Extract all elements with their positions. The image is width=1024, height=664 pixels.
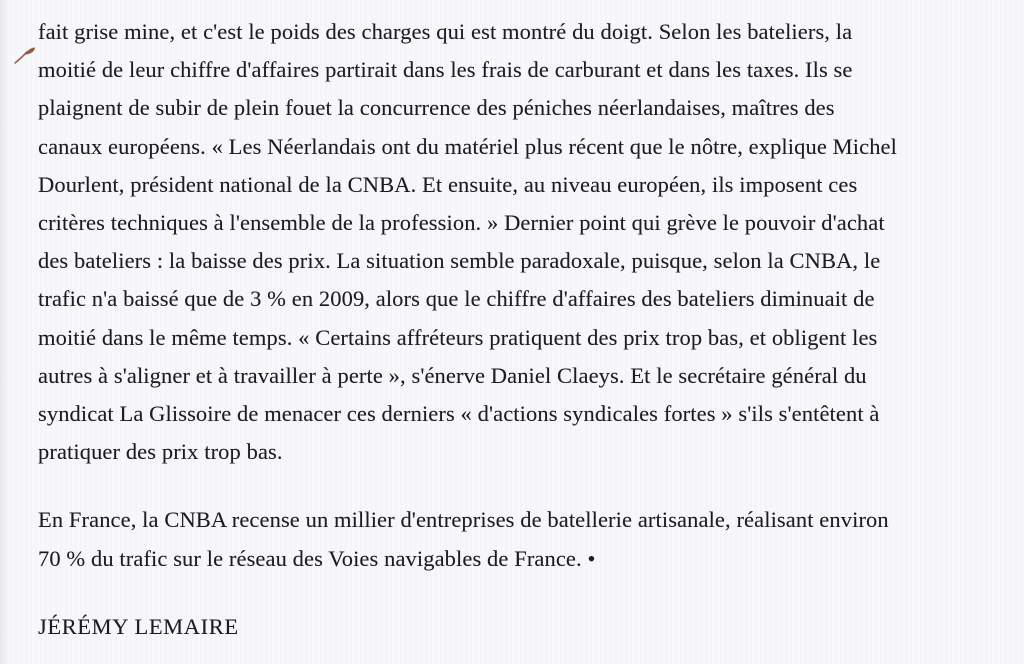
text-line: autres à s'aligner et à travailler à perte », s'énerve Daniel Claeys. Et le secrétaire général du [38,362,867,388]
text-line: moitié de leur chiffre d'affaires partirait dans les frais de carburant et dans les taxes. Ils se [38,57,853,83]
text-line: moitié dans le même temps. « Certains affréteurs pratiquent des prix trop bas, et obligent les [38,324,878,350]
byline: JÉRÉMY LEMAIRE [38,613,239,639]
text-line: des bateliers : la baisse des prix. La situation semble paradoxale, puisque, selon la CNBA, le [38,248,881,274]
text-line: trafic n'a baissé que de 3 % en 2009, alors que le chiffre d'affaires des bateliers diminuait de [38,286,875,312]
text-line: canaux européens. « Les Néerlandais ont du matériel plus récent que le nôtre, explique Michel [38,133,897,159]
text-line: syndicat La Glissoire de menacer ces derniers « d'actions syndicales fortes » s'ils s'entêtent à [38,401,880,427]
text-line: Dourlent, président national de la CNBA. Et ensuite, au niveau européen, ils imposent ces [38,171,858,197]
article-body [38,13,1018,646]
paragraph-2 [38,501,1018,577]
text-line: pratiquer des prix trop bas. [38,439,283,465]
text-line: 70 % du trafic sur le réseau des Voies navigables de France. • [38,545,596,571]
paragraph-1 [38,13,1018,471]
text-line: critères techniques à l'ensemble de la profession. » Dernier point qui grève le pouvoir d'achat [38,210,885,236]
text-line: En France, la CNBA recense un millier d'entreprises de batellerie artisanale, réalisant environ [38,507,889,533]
text-line: plaignent de subir de plein fouet la concurrence des péniches néerlandaises, maîtres des [38,95,835,121]
pen-mark-icon [13,42,39,68]
text-line: fait grise mine, et c'est le poids des charges qui est montré du doigt. Selon les bateliers, la [38,19,853,44]
